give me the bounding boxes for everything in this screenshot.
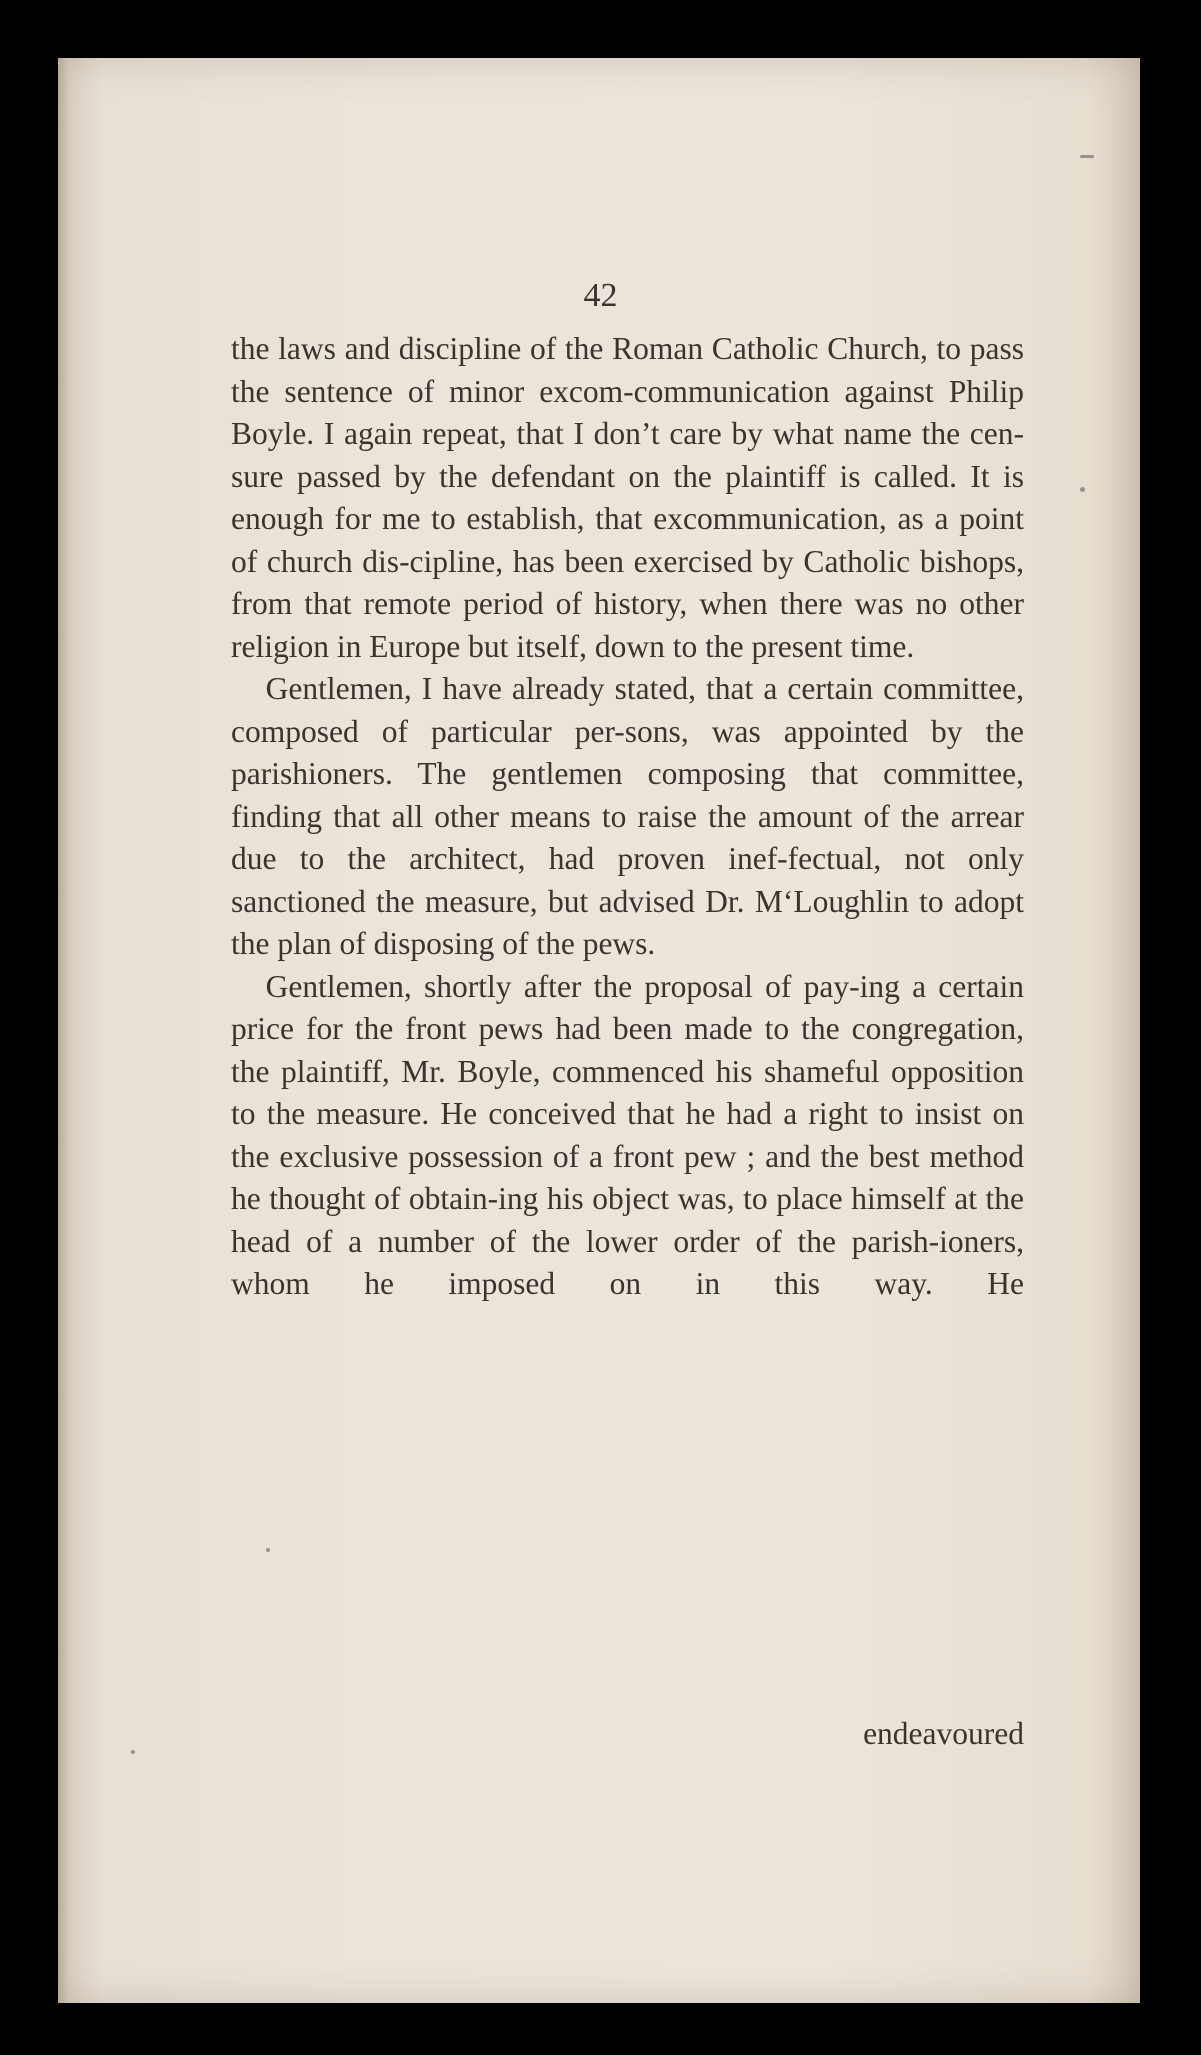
body-text (231, 328, 1024, 1306)
catchword: endeavoured (863, 1716, 1024, 1751)
paragraph-2: Gentlemen, I have already stated, that a certain committee, composed of particular per-sons, was appointed by the parishioners. The gentlemen composing that committee, finding that all other means to raise the amount of the arrear due to the architect, had proven inef-fectual, not only sanctioned the measure, but advised Dr. M‘Loughlin to adopt the plan of disposing of the pews. (231, 671, 1024, 961)
page-number: 42 (583, 277, 618, 314)
paper-speck (131, 1750, 135, 1754)
paper-speck (1080, 155, 1094, 158)
paper-speck (1080, 487, 1085, 492)
paragraph-3: Gentlemen, shortly after the proposal of pay-ing a certain price for the front pews had been made to the congregation, the plaintiff, Mr. Boyle, commenced his shameful opposition to the measure. He conceived that he had a right to insist on the exclusive possession of a front pew ; and the best method he thought of obtain-ing his object was, to place himself at the head of a number of the lower order of the parish-ioners, whom he imposed on in this way. He (231, 968, 1024, 1301)
page-edge (58, 58, 68, 2003)
paper-speck (266, 1548, 270, 1552)
paragraph-1: the laws and discipline of the Roman Catholic Church, to pass the sentence of minor excom-communication against Philip Boyle. I again repeat, that I don’t care by what name the cen-sure passed by the defendant on the plaintiff is called. It is enough for me to establish, that excommunication, as a point of church dis-cipline, has been exercised by Catholic bishops, from that remote period of history, when there was no other religion in Europe but itself, down to the present time. (231, 331, 1024, 664)
